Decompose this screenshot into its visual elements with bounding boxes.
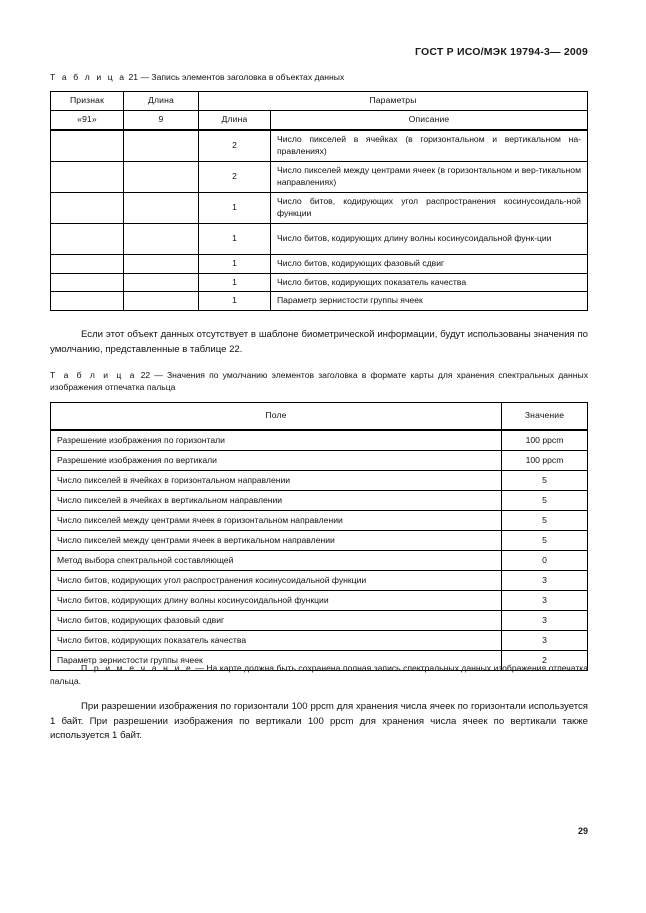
table-row: [51, 471, 588, 491]
table-22-cell-field: Число битов, кодирующих угол распространения косинусоидальной функции: [51, 571, 502, 591]
table-21-header-row-1: [51, 92, 588, 111]
table-21-cell-priznak: [51, 161, 124, 192]
table-22-caption-text: [50, 369, 588, 394]
table-row: [51, 254, 588, 273]
table-21: [50, 91, 588, 311]
table-22-cell-field: Разрешение изображения по вертикали: [51, 451, 502, 471]
table-21-th-priznak: Признак: [51, 92, 124, 111]
table-21-cell-length: 1: [199, 192, 271, 223]
table-21-caption-text: [50, 71, 588, 83]
table-row: [51, 430, 588, 451]
table-22-th-znachenie: Значение: [502, 403, 588, 431]
table-22-cell-value: 2: [502, 651, 588, 671]
table-22-cell-value: 3: [502, 631, 588, 651]
table-22-cell-field: Число битов, кодирующих фазовый сдвиг: [51, 611, 502, 631]
table-21-cell-length: 1: [199, 254, 271, 273]
table-22-caption-body: — Значения по умолчанию элементов заголовка в формате карты для хранения спектральных данных изображения отпечатка пальца: [50, 370, 589, 393]
table-row: [51, 223, 588, 254]
table-21-cell-length: 2: [199, 161, 271, 192]
table-22-header-row: [51, 403, 588, 431]
table-21-th-code-91: «91»: [51, 110, 124, 129]
table-21-cell-priznak: [51, 192, 124, 223]
table-22-cell-field: Число пикселей между центрами ячеек в вертикальном направлении: [51, 531, 502, 551]
table-21-caption-body: — Запись элементов заголовка в объектах данных: [140, 72, 345, 82]
table-21-caption-number: 21: [128, 72, 139, 82]
page-number: 29: [577, 826, 588, 836]
note-text: [50, 662, 588, 688]
table-22-th-pole: Поле: [51, 403, 502, 431]
table-22-body: [51, 430, 588, 671]
table-21-cell-priznak: [51, 130, 124, 162]
table-21-cell-dlina: [124, 161, 199, 192]
table-21-head: [51, 92, 588, 130]
table-21-header-row-2: [51, 110, 588, 129]
table-22-caption-label: Т а б л и ц а: [50, 370, 137, 380]
table-22-cell-field: Параметр зернистости группы ячеек: [51, 651, 502, 671]
table-22-caption: [50, 369, 588, 394]
note-container: [50, 662, 588, 688]
table-22-cell-value: 100 ppcm: [502, 451, 588, 471]
table-21-body: [51, 130, 588, 311]
table-row: [51, 451, 588, 471]
table-21-cell-priznak: [51, 223, 124, 254]
table-22-caption-number: 22: [140, 370, 151, 380]
table-21-th-parametry: Параметры: [199, 92, 588, 111]
table-21-cell-priznak: [51, 292, 124, 311]
table-22-cell-value: 5: [502, 471, 588, 491]
table-row: [51, 571, 588, 591]
table-21-cell-dlina: [124, 254, 199, 273]
note-label: П р и м е ч а н и е: [81, 663, 193, 673]
table-22-cell-field: Разрешение изображения по горизонтали: [51, 430, 502, 451]
table-21-cell-priznak: [51, 273, 124, 292]
table-21-cell-description: Число битов, кодирующих фазовый сдвиг: [271, 254, 588, 273]
table-21-cell-priznak: [51, 254, 124, 273]
paragraph-resolution-bytes: При разрешении изображения по горизонтали 100 ppcm для хранения числа ячеек по горизонтали используется 1 байт. При разрешении изображения по вертикали 100 ppcm для хранения числа ячеек по вертикали также используется 1 байт.: [50, 701, 588, 742]
table-22-cell-value: 100 ppcm: [502, 430, 588, 451]
table-22-cell-value: 0: [502, 551, 588, 571]
table-row: [51, 192, 588, 223]
table-22-cell-field: Число пикселей в ячейках в вертикальном направлении: [51, 491, 502, 511]
table-row: [51, 611, 588, 631]
table-21-th-sub-dlina: Длина: [199, 110, 271, 129]
table-row: [51, 511, 588, 531]
table-21-cell-description: Число битов, кодирующих длину волны косинусоидальной функ-ции: [271, 223, 588, 254]
table-21-cell-description: Параметр зернистости группы ячеек: [271, 292, 588, 311]
table-22-cell-value: 5: [502, 491, 588, 511]
table-21-cell-dlina: [124, 273, 199, 292]
table-row: [51, 130, 588, 162]
note-body: — На карте должна быть сохранена полная запись спектральных данных изображения отпечатка пальца.: [50, 663, 588, 686]
table-22-cell-value: 3: [502, 571, 588, 591]
table-row: [51, 491, 588, 511]
table-21-cell-description: Число пикселей в ячейках (в горизонтальном и вертикальном на-правлениях): [271, 130, 588, 162]
table-21-cell-length: 2: [199, 130, 271, 162]
table-22-cell-value: 5: [502, 511, 588, 531]
paragraph-default-values-intro-container: [50, 328, 588, 357]
table-21-th-dlina: Длина: [124, 92, 199, 111]
table-22-cell-field: Число битов, кодирующих показатель качества: [51, 631, 502, 651]
table-21-cell-length: 1: [199, 292, 271, 311]
paragraph-resolution-bytes-container: [50, 700, 588, 744]
table-21-th-opisanie: Описание: [271, 110, 588, 129]
table-21-cell-description: Число битов, кодирующих показатель качества: [271, 273, 588, 292]
table-21-cell-description: Число пикселей между центрами ячеек (в горизонтальном и вер-тикальном направлениях): [271, 161, 588, 192]
table-22-cell-value: 5: [502, 531, 588, 551]
table-row: [51, 531, 588, 551]
table-21-cell-dlina: [124, 292, 199, 311]
table-21-cell-length: 1: [199, 273, 271, 292]
table-row: [51, 273, 588, 292]
table-22-head: [51, 403, 588, 431]
table-row: [51, 631, 588, 651]
paragraph-default-values-intro: Если этот объект данных отсутствует в шаблоне биометрической информации, будут использованы значения по умолчанию, представленные в таблице 22.: [50, 329, 588, 355]
table-21-cell-description: Число битов, кодирующих угол распространения косинусоидаль-ной функции: [271, 192, 588, 223]
table-row: [51, 161, 588, 192]
table-22-container: [50, 402, 588, 671]
table-21-cell-length: 1: [199, 223, 271, 254]
table-21-cell-dlina: [124, 223, 199, 254]
table-row: [51, 292, 588, 311]
table-21-cell-dlina: [124, 192, 199, 223]
table-22-cell-field: Число битов, кодирующих длину волны косинусоидальной функции: [51, 591, 502, 611]
table-21-cell-dlina: [124, 130, 199, 162]
table-21-caption: [50, 71, 588, 83]
table-22-cell-field: Метод выбора спектральной составляющей: [51, 551, 502, 571]
table-22-cell-field: Число пикселей между центрами ячеек в горизонтальном направлении: [51, 511, 502, 531]
table-22-cell-value: 3: [502, 611, 588, 631]
table-row: [51, 551, 588, 571]
table-22: [50, 402, 588, 671]
table-row: [51, 591, 588, 611]
table-22-cell-field: Число пикселей в ячейках в горизонтальном направлении: [51, 471, 502, 491]
table-21-th-code-length: 9: [124, 110, 199, 129]
table-21-caption-label: Т а б л и ц а: [50, 72, 127, 82]
running-header-standard-number: ГОСТ Р ИСО/МЭК 19794-3— 2009: [415, 46, 588, 58]
table-21-container: [50, 91, 588, 311]
table-22-cell-value: 3: [502, 591, 588, 611]
